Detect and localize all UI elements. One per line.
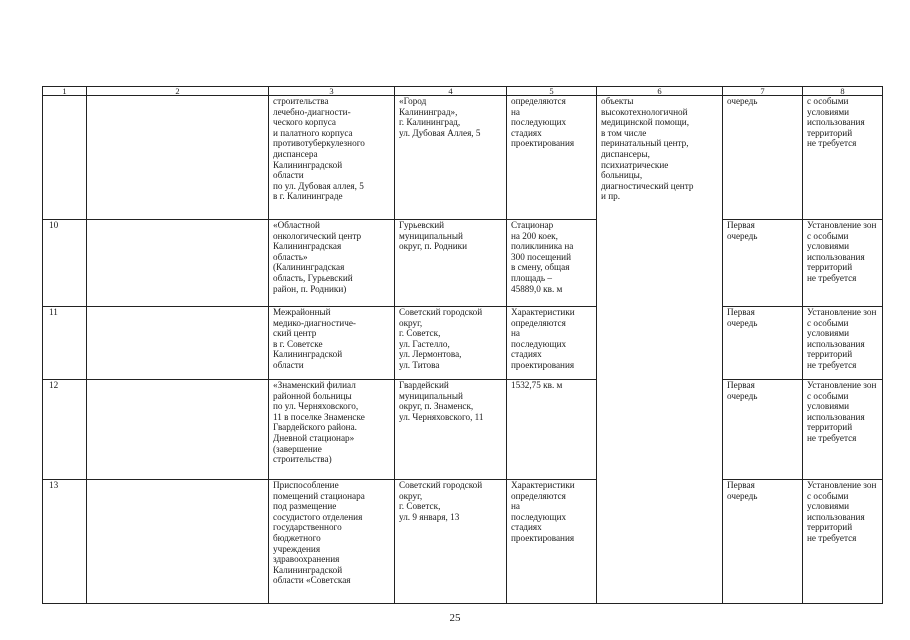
row-number-cell: 12 [43,380,87,480]
row-cell-col2 [87,220,269,307]
column-number-header-row [43,87,883,96]
header-col-2: 2 [87,87,269,96]
header-col-1: 1 [43,87,87,96]
characteristics-cell: Стационар на 200 коек, поликлиника на 300 посещений в смену, общая площадь – 45889,0 кв. м [507,220,597,307]
characteristics-cell: Характеристики определяются на последующих стадиях проектирования [507,307,597,380]
table-row-continued [43,96,883,220]
header-col-5: 5 [507,87,597,96]
row-cell-col2 [87,480,269,604]
row-cell-col2 [87,96,269,220]
header-col-8: 8 [803,87,883,96]
object-purpose-merged-cell: объекты высокотехнологичной медицинской помощи, в том числе перинатальный центр, диспансеры, психиатрические больницы, диагностический центр и пр. [597,96,723,604]
row-cell-col2 [87,380,269,480]
queue-cell: очередь [723,96,803,220]
header-col-4: 4 [395,87,507,96]
zones-cell: Установление зон с особыми условиями использования территорий не требуется [803,380,883,480]
page-number: 25 [449,612,461,624]
header-col-6: 6 [597,87,723,96]
object-name-cell: Межрайонный медико-диагностиче- ский центр в г. Советске Калининградской области [269,307,395,380]
zones-cell: с особыми условиями использования территорий не требуется [803,96,883,220]
characteristics-cell: Характеристики определяются на последующих стадиях проектирования [507,480,597,604]
row-cell-col2 [87,307,269,380]
location-cell: Советский городской округ, г. Советск, ул. Гастелло, ул. Лермонтова, ул. Титова [395,307,507,380]
table-row [43,380,883,480]
queue-cell: Первая очередь [723,480,803,604]
location-cell: Гурьевский муниципальный округ, п. Родники [395,220,507,307]
zones-cell: Установление зон с особыми условиями использования территорий не требуется [803,220,883,307]
characteristics-cell: определяются на последующих стадиях проектирования [507,96,597,220]
table-row [43,220,883,307]
object-name-cell: Приспособление помещений стационара под размещение сосудистого отделения государственного бюджетного учреждения здравоохранения Калининградской области «Советская [269,480,395,604]
table-row [43,480,883,604]
queue-cell: Первая очередь [723,380,803,480]
row-number-cell: 10 [43,220,87,307]
object-name-cell: «Областной онкологический центр Калининградская область» (Калининградская область, Гурьевский район, п. Родники) [269,220,395,307]
object-name-cell: «Знаменский филиал районной больницы по ул. Черняховского, 11 в поселке Знаменске Гвардейского района. Дневной стационар» (завершение строительства) [269,380,395,480]
characteristics-cell: 1532,75 кв. м [507,380,597,480]
table-row [43,307,883,380]
row-number-cell: 13 [43,480,87,604]
queue-cell: Первая очередь [723,307,803,380]
location-cell: «Город Калининград», г. Калининград, ул. Дубовая Аллея, 5 [395,96,507,220]
zones-cell: Установление зон с особыми условиями использования территорий не требуется [803,480,883,604]
header-col-3: 3 [269,87,395,96]
queue-cell: Первая очередь [723,220,803,307]
row-number-cell: 11 [43,307,87,380]
objects-table [42,86,883,604]
object-name-cell: строительства лечебно-диагности- ческого корпуса и палатного корпуса противотуберкулезного диспансера Калининградской области по ул. Дубовая аллея, 5 в г. Калининграде [269,96,395,220]
header-col-7: 7 [723,87,803,96]
row-number-cell [43,96,87,220]
zones-cell: Установление зон с особыми условиями использования территорий не требуется [803,307,883,380]
location-cell: Советский городской округ, г. Советск, ул. 9 января, 13 [395,480,507,604]
location-cell: Гвардейский муниципальный округ, п. Знаменск, ул. Черняховского, 11 [395,380,507,480]
